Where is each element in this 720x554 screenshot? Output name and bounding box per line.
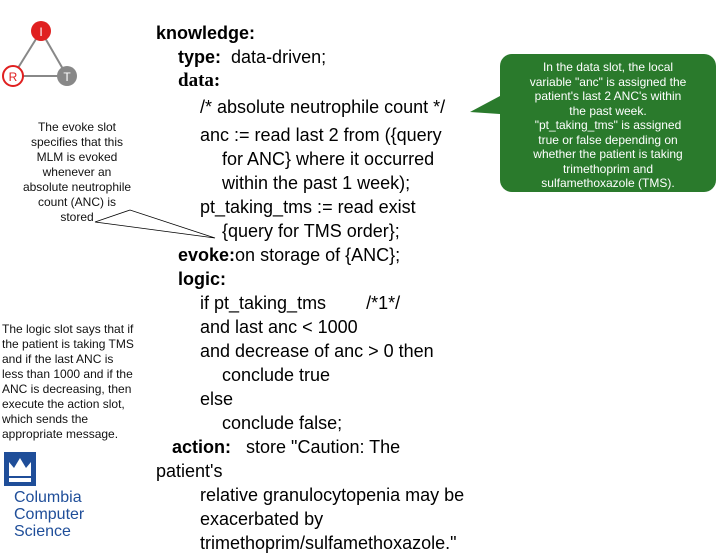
- type-line: [178, 46, 326, 68]
- code-line: else: [200, 389, 234, 409]
- evoke-callout-line: whenever an: [42, 165, 112, 179]
- evoke-callout-line: MLM is evoked: [36, 150, 118, 164]
- logic-callout-line: appropriate message.: [2, 427, 119, 441]
- data-callout-line: "pt_taking_tms" is assigned: [534, 118, 682, 132]
- code-line: for ANC} where it occurred: [222, 149, 435, 169]
- logic-heading: logic:: [178, 269, 226, 289]
- action-value: store "Caution: The: [246, 437, 401, 457]
- action-line: [172, 436, 400, 458]
- data-heading: data:: [178, 70, 221, 91]
- data-callout-line: the past week.: [569, 103, 647, 118]
- code-line: /* absolute neutrophile count */: [200, 97, 446, 117]
- logo-line-science: Science: [14, 523, 71, 540]
- data-callout-line: true or false depending on: [538, 132, 678, 147]
- node-r-label: R: [8, 70, 18, 84]
- action-keyword: action:: [172, 437, 232, 457]
- logo-line-computer: Computer: [14, 506, 85, 523]
- code-line: pt_taking_tms := read exist: [200, 197, 416, 217]
- node-i-label: I: [39, 25, 43, 39]
- data-callout-line: whether the patient is taking: [533, 147, 683, 161]
- crown-icon: [4, 452, 36, 486]
- evoke-value: on storage of {ANC};: [235, 245, 401, 265]
- logic-callout-line: and if the last ANC is: [2, 352, 114, 366]
- code-line: trimethoprim/sulfamethoxazole.": [200, 533, 457, 553]
- code-line: if pt_taking_tms /*1*/: [200, 293, 401, 313]
- logic-callout-line: execute the action slot,: [2, 397, 125, 411]
- code-line: patient's: [156, 461, 223, 481]
- code-line: anc := read last 2 from ({query: [200, 125, 442, 145]
- data-callout-line: variable "anc" is assigned the: [529, 74, 687, 89]
- data-callout-line: In the data slot, the local: [542, 60, 674, 74]
- node-t-label: T: [63, 70, 71, 84]
- logic-callout-line: less than 1000 and if the: [2, 367, 133, 381]
- logic-callout-line: the patient is taking TMS: [2, 337, 134, 351]
- evoke-keyword: evoke:: [178, 245, 236, 265]
- logic-callout-line: The logic slot says that if: [2, 322, 134, 336]
- logic-callout: [2, 322, 167, 442]
- code-line: {query for TMS order};: [222, 221, 400, 241]
- data-callout-line: sulfamethoxazole (TMS).: [541, 176, 675, 190]
- type-keyword: type:: [178, 47, 222, 67]
- code-line: conclude false;: [222, 413, 343, 433]
- evoke-callout-line: absolute neutrophile: [22, 180, 132, 194]
- knowledge-heading: knowledge:: [156, 23, 256, 43]
- code-line: and decrease of anc > 0 then: [200, 341, 434, 361]
- logic-callout-line: ANC is decreasing, then: [2, 382, 132, 396]
- evoke-callout-line: The evoke slot: [37, 120, 117, 134]
- evoke-callout-line: count (ANC) is: [37, 195, 117, 209]
- type-value: data-driven;: [231, 47, 327, 67]
- evoke-callout-line: specifies that this: [30, 135, 124, 149]
- code-line: within the past 1 week);: [222, 173, 411, 193]
- code-line: relative granulocytopenia may be: [200, 485, 465, 505]
- code-line: and last anc < 1000: [200, 317, 358, 337]
- evoke-line: [178, 244, 400, 266]
- evoke-callout-line: stored: [60, 210, 94, 224]
- code-line: conclude true: [222, 365, 331, 385]
- code-line: exacerbated by: [200, 509, 324, 529]
- logic-callout-line: which sends the: [2, 412, 89, 426]
- data-callout-line: trimethoprim and: [562, 161, 654, 176]
- logo-line-columbia: Columbia: [14, 489, 82, 506]
- evoke-callout: [2, 120, 152, 225]
- data-callout-line: patient's last 2 ANC's within: [534, 89, 682, 103]
- data-callout: [503, 60, 713, 191]
